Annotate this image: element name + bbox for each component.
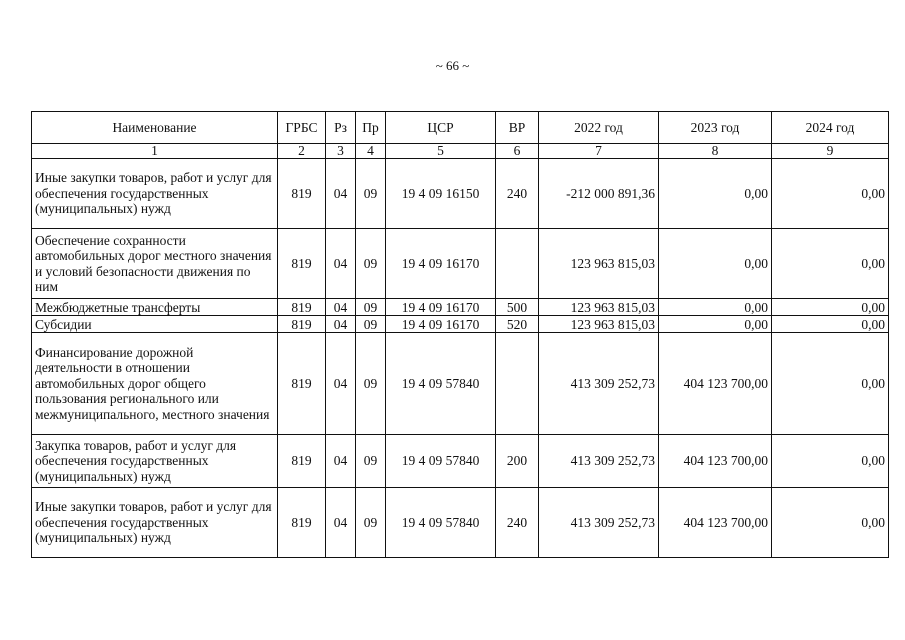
row-name: Иные закупки товаров, работ и услуг для обеспечения государственных (муниципальных) нужд — [32, 159, 278, 229]
row-2024: 0,00 — [772, 229, 889, 299]
row-vr — [496, 229, 539, 299]
row-2023: 404 123 700,00 — [659, 435, 772, 488]
column-number: 7 — [539, 144, 659, 159]
header-rz: Рз — [326, 112, 356, 144]
column-number: 3 — [326, 144, 356, 159]
table-row — [32, 488, 889, 558]
row-csr: 19 4 09 57840 — [386, 333, 496, 435]
budget-table — [31, 111, 889, 558]
column-number: 6 — [496, 144, 539, 159]
row-vr: 240 — [496, 159, 539, 229]
header-name: Наименование — [32, 112, 278, 144]
row-name: Иные закупки товаров, работ и услуг для обеспечения государственных (муниципальных) нужд — [32, 488, 278, 558]
row-rz: 04 — [326, 316, 356, 333]
row-pr: 09 — [356, 333, 386, 435]
header-vr: ВР — [496, 112, 539, 144]
row-name: Субсидии — [32, 316, 278, 333]
row-2022: 123 963 815,03 — [539, 299, 659, 316]
row-csr: 19 4 09 16150 — [386, 159, 496, 229]
row-2024: 0,00 — [772, 488, 889, 558]
column-number: 1 — [32, 144, 278, 159]
header-pr: Пр — [356, 112, 386, 144]
row-2024: 0,00 — [772, 333, 889, 435]
row-pr: 09 — [356, 159, 386, 229]
row-2022: 413 309 252,73 — [539, 333, 659, 435]
row-2024: 0,00 — [772, 159, 889, 229]
row-csr: 19 4 09 16170 — [386, 299, 496, 316]
row-rz: 04 — [326, 488, 356, 558]
row-rz: 04 — [326, 299, 356, 316]
row-name: Финансирование дорожной деятельности в отношении автомобильных дорог общего пользования регионального или межмуниципального, местного значения — [32, 333, 278, 435]
row-2022: 413 309 252,73 — [539, 435, 659, 488]
row-2023: 0,00 — [659, 159, 772, 229]
row-2023: 404 123 700,00 — [659, 488, 772, 558]
header-grbs: ГРБС — [278, 112, 326, 144]
row-2024: 0,00 — [772, 316, 889, 333]
table-row — [32, 333, 889, 435]
row-2022: 123 963 815,03 — [539, 316, 659, 333]
row-2022: 123 963 815,03 — [539, 229, 659, 299]
row-name: Закупка товаров, работ и услуг для обеспечения государственных (муниципальных) нужд — [32, 435, 278, 488]
row-grbs: 819 — [278, 488, 326, 558]
row-rz: 04 — [326, 435, 356, 488]
table-row — [32, 435, 889, 488]
row-pr: 09 — [356, 229, 386, 299]
column-number: 8 — [659, 144, 772, 159]
row-grbs: 819 — [278, 333, 326, 435]
row-2023: 0,00 — [659, 229, 772, 299]
row-grbs: 819 — [278, 299, 326, 316]
row-vr: 200 — [496, 435, 539, 488]
row-grbs: 819 — [278, 435, 326, 488]
row-2023: 0,00 — [659, 299, 772, 316]
table-row — [32, 229, 889, 299]
row-pr: 09 — [356, 435, 386, 488]
column-number: 4 — [356, 144, 386, 159]
row-csr: 19 4 09 16170 — [386, 316, 496, 333]
row-rz: 04 — [326, 229, 356, 299]
column-number: 9 — [772, 144, 889, 159]
header-row — [32, 112, 889, 144]
row-grbs: 819 — [278, 159, 326, 229]
row-2024: 0,00 — [772, 299, 889, 316]
row-vr: 500 — [496, 299, 539, 316]
row-2023: 0,00 — [659, 316, 772, 333]
header-2024: 2024 год — [772, 112, 889, 144]
row-csr: 19 4 09 57840 — [386, 435, 496, 488]
table-row — [32, 299, 889, 316]
row-2024: 0,00 — [772, 435, 889, 488]
page-number: ~ 66 ~ — [435, 58, 470, 73]
row-csr: 19 4 09 16170 — [386, 229, 496, 299]
row-2023: 404 123 700,00 — [659, 333, 772, 435]
row-vr: 520 — [496, 316, 539, 333]
row-rz: 04 — [326, 159, 356, 229]
row-rz: 04 — [326, 333, 356, 435]
header-2023: 2023 год — [659, 112, 772, 144]
row-name: Обеспечение сохранности автомобильных дорог местного значения и условий безопасности движения по ним — [32, 229, 278, 299]
row-vr: 240 — [496, 488, 539, 558]
column-number: 2 — [278, 144, 326, 159]
row-csr: 19 4 09 57840 — [386, 488, 496, 558]
row-2022: 413 309 252,73 — [539, 488, 659, 558]
row-pr: 09 — [356, 488, 386, 558]
row-grbs: 819 — [278, 316, 326, 333]
column-number: 5 — [386, 144, 496, 159]
table-row — [32, 316, 889, 333]
row-pr: 09 — [356, 299, 386, 316]
row-name: Межбюджетные трансферты — [32, 299, 278, 316]
header-2022: 2022 год — [539, 112, 659, 144]
row-2022: -212 000 891,36 — [539, 159, 659, 229]
row-grbs: 819 — [278, 229, 326, 299]
column-number-row — [32, 144, 889, 159]
row-pr: 09 — [356, 316, 386, 333]
row-vr — [496, 333, 539, 435]
table-row — [32, 159, 889, 229]
header-csr: ЦСР — [386, 112, 496, 144]
